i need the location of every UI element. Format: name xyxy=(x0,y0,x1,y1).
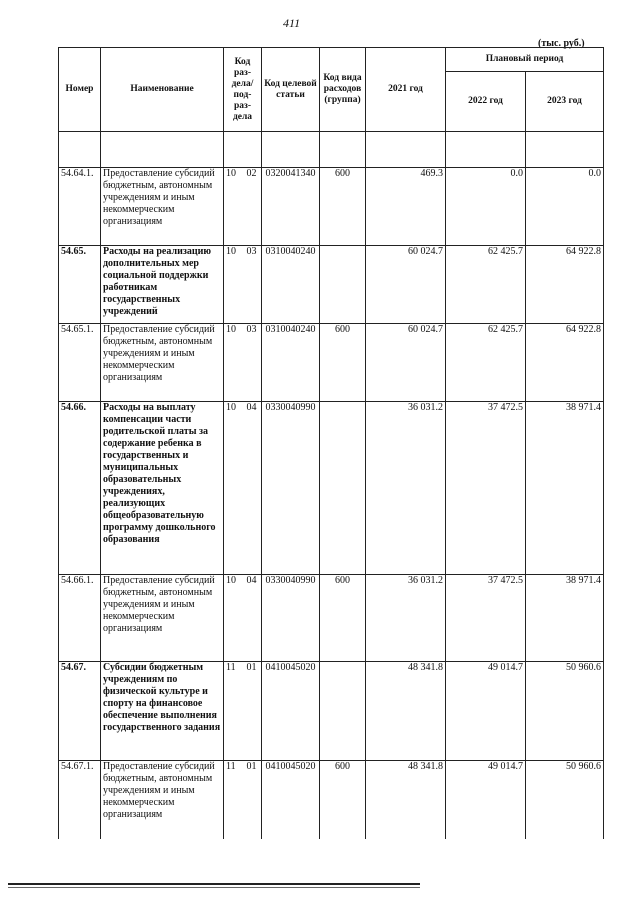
row-section xyxy=(224,246,262,324)
row-2022: 62 425.7 xyxy=(446,246,526,324)
header-expense: Код вида расходов (группа) xyxy=(320,48,366,132)
row-2021: 48 341.8 xyxy=(366,761,446,839)
row-number: 54.66.1. xyxy=(59,575,101,662)
row-section xyxy=(224,662,262,761)
row-expense: 600 xyxy=(320,575,366,662)
row-2021: 48 341.8 xyxy=(366,662,446,761)
table-row xyxy=(59,246,604,324)
row-name: Расходы на реализацию дополнительных мер социальной поддержки работникам государственных учреждений xyxy=(101,246,224,324)
row-section-code: 10 xyxy=(226,324,236,335)
row-section xyxy=(224,324,262,402)
table-row xyxy=(59,662,604,761)
row-section-code: 11 xyxy=(226,662,236,673)
row-section-code: 10 xyxy=(226,402,236,413)
header-section: Код раз-дела/ под-раз-дела xyxy=(224,48,262,132)
table-row xyxy=(59,168,604,246)
row-2022: 49 014.7 xyxy=(446,662,526,761)
row-2023: 38 971.4 xyxy=(526,575,604,662)
row-number: 54.65. xyxy=(59,246,101,324)
row-target: 0410045020 xyxy=(262,761,320,839)
row-expense: 600 xyxy=(320,761,366,839)
row-name: Предоставление субсидий бюджетным, автономным учреждениям и иным некоммерческим организациям xyxy=(101,575,224,662)
header-name: Наименование xyxy=(101,48,224,132)
row-subsection-code: 03 xyxy=(246,324,257,335)
row-section xyxy=(224,402,262,575)
row-subsection-code: 01 xyxy=(246,761,257,772)
row-subsection-code: 03 xyxy=(246,246,257,257)
row-2023: 50 960.6 xyxy=(526,662,604,761)
table-row xyxy=(59,575,604,662)
row-section xyxy=(224,575,262,662)
row-2023: 0.0 xyxy=(526,168,604,246)
budget-table xyxy=(58,47,604,839)
row-expense xyxy=(320,662,366,761)
row-name: Субсидии бюджетным учреждениям по физической культуре и спорту на финансовое обеспечение выполнения государственного задания xyxy=(101,662,224,761)
row-subsection-code: 02 xyxy=(246,168,257,179)
row-target: 0310040240 xyxy=(262,324,320,402)
row-section xyxy=(224,168,262,246)
row-section-code: 10 xyxy=(226,246,236,257)
row-section-code: 11 xyxy=(226,761,236,772)
row-2022: 37 472.5 xyxy=(446,575,526,662)
row-subsection-code: 04 xyxy=(246,575,257,586)
row-2023: 64 922.8 xyxy=(526,324,604,402)
row-name: Предоставление субсидий бюджетным, автономным учреждениям и иным некоммерческим организациям xyxy=(101,324,224,402)
header-target: Код целевой статьи xyxy=(262,48,320,132)
row-number: 54.67.1. xyxy=(59,761,101,839)
header-2021: 2021 год xyxy=(366,48,446,132)
row-expense xyxy=(320,246,366,324)
row-section-code: 10 xyxy=(226,168,236,179)
header-2022: 2022 год xyxy=(446,72,526,132)
row-2022: 0.0 xyxy=(446,168,526,246)
row-2023: 38 971.4 xyxy=(526,402,604,575)
bottom-rule-thin xyxy=(8,887,420,888)
row-name: Расходы на выплату компенсации части родительской платы за содержание ребенка в государственных и муниципальных образовательных учреждениях, реализующих общеобразовательную программу дошкольного образования xyxy=(101,402,224,575)
row-2021: 60 024.7 xyxy=(366,246,446,324)
row-2021: 36 031.2 xyxy=(366,402,446,575)
units-label: (тыс. руб.) xyxy=(538,38,585,49)
row-2023: 64 922.8 xyxy=(526,246,604,324)
header-2023: 2023 год xyxy=(526,72,604,132)
row-subsection-code: 04 xyxy=(246,402,257,413)
header-planned-period: Плановый период xyxy=(446,48,604,72)
row-target: 0330040990 xyxy=(262,402,320,575)
row-number: 54.64.1. xyxy=(59,168,101,246)
row-expense: 600 xyxy=(320,324,366,402)
row-target: 0310040240 xyxy=(262,246,320,324)
row-name: Предоставление субсидий бюджетным, автономным учреждениям и иным некоммерческим организациям xyxy=(101,168,224,246)
row-name: Предоставление субсидий бюджетным, автономным учреждениям и иным некоммерческим организациям xyxy=(101,761,224,839)
row-2023: 50 960.6 xyxy=(526,761,604,839)
row-2021: 60 024.7 xyxy=(366,324,446,402)
table-row xyxy=(59,761,604,839)
row-target: 0410045020 xyxy=(262,662,320,761)
row-2022: 62 425.7 xyxy=(446,324,526,402)
row-2021: 36 031.2 xyxy=(366,575,446,662)
table-row xyxy=(59,324,604,402)
row-section-code: 10 xyxy=(226,575,236,586)
row-expense: 600 xyxy=(320,168,366,246)
row-number: 54.67. xyxy=(59,662,101,761)
row-2022: 49 014.7 xyxy=(446,761,526,839)
header-number: Номер xyxy=(59,48,101,132)
row-2022: 37 472.5 xyxy=(446,402,526,575)
bottom-rule xyxy=(8,883,420,885)
page-number: 411 xyxy=(283,16,301,30)
row-expense xyxy=(320,402,366,575)
table-row xyxy=(59,402,604,575)
row-target: 0320041340 xyxy=(262,168,320,246)
row-number: 54.65.1. xyxy=(59,324,101,402)
row-number: 54.66. xyxy=(59,402,101,575)
row-target: 0330040990 xyxy=(262,575,320,662)
row-2021: 469.3 xyxy=(366,168,446,246)
row-subsection-code: 01 xyxy=(246,662,257,673)
row-section xyxy=(224,761,262,839)
